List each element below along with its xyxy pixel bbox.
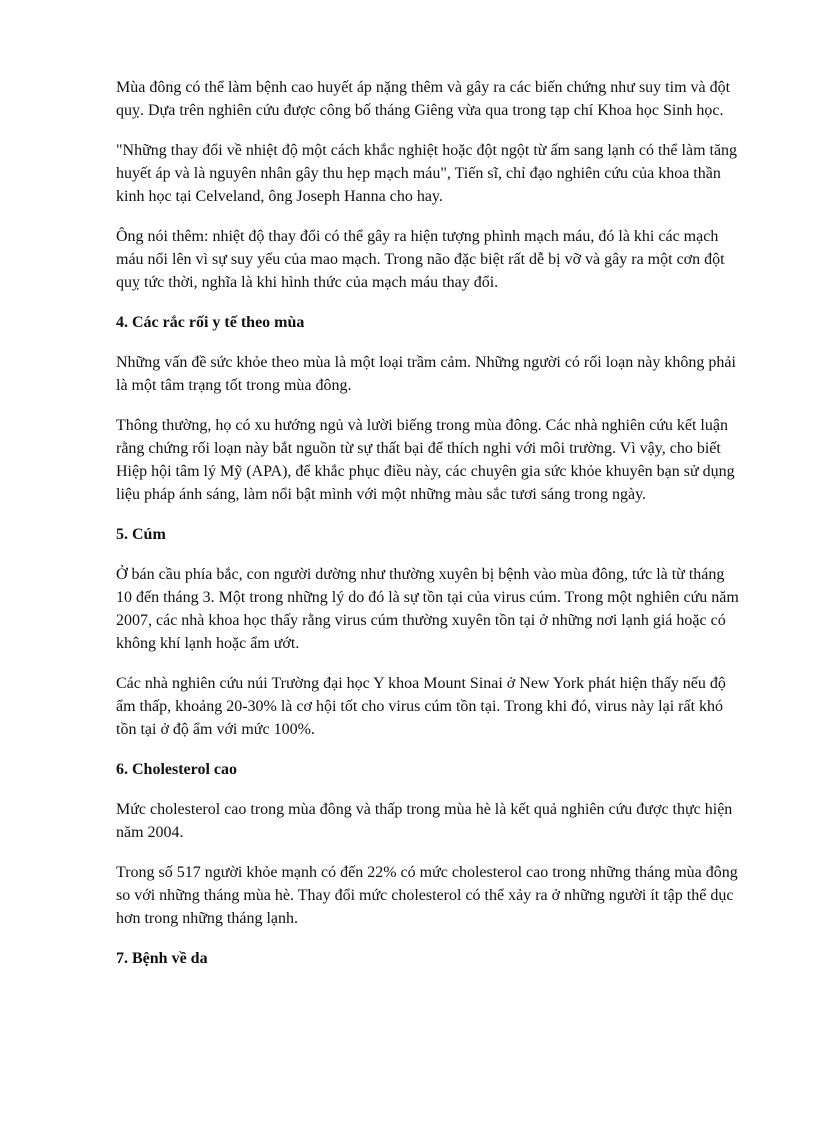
heading-seasonal-disorders: 4. Các rắc rối y tế theo mùa bbox=[116, 314, 305, 331]
paragraph-cholesterol-statistics: Trong số 517 người khỏe mạnh có đến 22% có mức cholesterol cao trong những tháng mùa đông so với những tháng mùa hè. Thay đổi mức cholesterol có thể xảy ra ở những người ít tập thể dục hơn trong những tháng lạnh. bbox=[116, 864, 738, 927]
document-page bbox=[116, 76, 742, 987]
paragraph-seasonal-depression: Những vấn đề sức khỏe theo mùa là một loại trầm cảm. Những người có rối loạn này không phải là một tâm trạng tốt trong mùa đông. bbox=[116, 354, 736, 394]
paragraph-quote-joseph-hanna: "Những thay đổi về nhiệt độ một cách khắc nghiệt hoặc đột ngột từ ấm sang lạnh có thể làm tăng huyết áp và là nguyên nhân gây thu hẹp mạch máu", Tiến sĩ, chỉ đạo nghiên cứu của khoa thần kinh học tại Celveland, ông Joseph Hanna cho hay. bbox=[116, 142, 738, 205]
heading-high-cholesterol: 6. Cholesterol cao bbox=[116, 761, 238, 778]
paragraph-winter-blood-pressure: Mùa đông có thể làm bệnh cao huyết áp nặng thêm và gây ra các biến chứng như suy tim và đột quỵ. Dựa trên nghiên cứu được công bố tháng Giêng vừa qua trong tạp chí Khoa học Sinh học. bbox=[116, 79, 731, 119]
paragraph-light-therapy: Thông thường, họ có xu hướng ngủ và lười biếng trong mùa đông. Các nhà nghiên cứu kết luận rằng chứng rối loạn này bắt nguồn từ sự thất bại để thích nghi với môi trường. Vì vậy, cho biết Hiệp hội tâm lý Mỹ (APA), để khắc phục điều này, các chuyên gia sức khỏe khuyên bạn sử dụng liệu pháp ánh sáng, làm nổi bật mình với một những màu sắc tươi sáng trong ngày. bbox=[116, 417, 735, 503]
paragraph-flu-virus: Ở bán cầu phía bắc, con người dường như thường xuyên bị bệnh vào mùa đông, tức là từ tháng 10 đến tháng 3. Một trong những lý do đó là sự tồn tại của virus cúm. Trong một nghiên cứu năm 2007, các nhà khoa học thấy rằng virus cúm thường xuyên tồn tại ở những nơi lạnh giá hoặc có không khí lạnh hoặc ẩm ướt. bbox=[116, 566, 739, 652]
paragraph-aneurysm: Ông nói thêm: nhiệt độ thay đổi có thể gây ra hiện tượng phình mạch máu, đó là khi các mạch máu nổi lên vì sự suy yếu của mao mạch. Trong não đặc biệt rất dễ bị vỡ và gây ra một cơn đột quỵ tức thời, nghĩa là khi hình thức của mạch máu thay đổi. bbox=[116, 228, 725, 291]
paragraph-humidity-study: Các nhà nghiên cứu núi Trường đại học Y khoa Mount Sinai ở New York phát hiện thấy nếu độ ẩm thấp, khoảng 20-30% là cơ hội tốt cho virus cúm tồn tại. Trong khi đó, virus này lại rất khó tồn tại ở độ ẩm với mức 100%. bbox=[116, 675, 726, 738]
paragraph-cholesterol-study: Mức cholesterol cao trong mùa đông và thấp trong mùa hè là kết quả nghiên cứu được thực hiện năm 2004. bbox=[116, 801, 733, 841]
heading-flu: 5. Cúm bbox=[116, 526, 166, 543]
heading-skin-disease: 7. Bệnh về da bbox=[116, 950, 208, 967]
